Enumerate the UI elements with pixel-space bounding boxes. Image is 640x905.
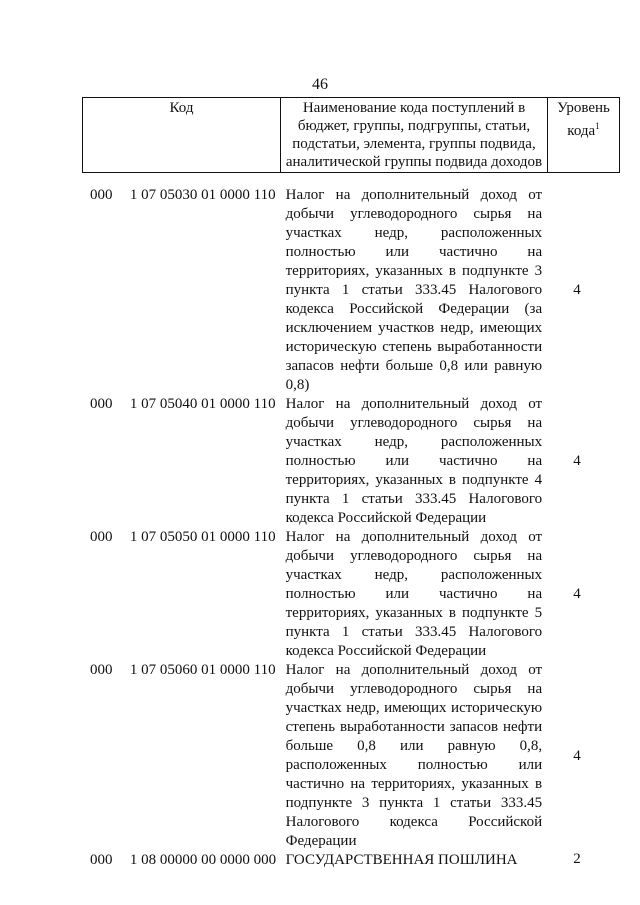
- page-number: 46: [312, 76, 328, 93]
- code-level-value: 2: [573, 851, 581, 867]
- code-level-value: 4: [573, 586, 581, 602]
- header-code: Код: [83, 98, 281, 173]
- income-code: 1 08 00000 00 0000 000: [129, 852, 277, 868]
- income-code: 1 07 05060 01 0000 110: [129, 662, 276, 678]
- table-body: [82, 186, 612, 870]
- table-row: [82, 851, 612, 870]
- income-name: Налог на дополнительный доход от добычи углеводородного сырья на участках недр, расположенных полностью или частично на территориях, указанных в подпункте 3 пункта 1 статьи 333.45 Налогового кодекса Российской Федерации (за исключением участков недр, имеющих историческую степень выработанности запасов нефти больше 0,8 или равную 0,8): [285, 187, 543, 393]
- admin-code: 000: [90, 187, 113, 203]
- code-level: [542, 528, 612, 661]
- income-code: 1 07 05050 01 0000 110: [129, 529, 276, 545]
- header-level-label: Уровень кода: [557, 100, 610, 139]
- admin-code: 000: [90, 396, 113, 412]
- code-level: [542, 661, 612, 851]
- code-level: [542, 186, 612, 395]
- code-level-value: 4: [573, 282, 581, 298]
- table-row: [82, 395, 612, 528]
- header-level-footnote: 1: [595, 121, 600, 131]
- header-level: [548, 98, 620, 173]
- income-code: 1 07 05030 01 0000 110: [129, 187, 276, 203]
- admin-code: 000: [90, 662, 113, 678]
- header-name: Наименование кода поступлений в бюджет, группы, подгруппы, статьи, подстатьи, элемента, группы подвида, аналитической группы подвида доходов: [281, 98, 548, 173]
- code-level-value: 4: [573, 453, 581, 469]
- admin-code: 000: [90, 852, 113, 868]
- income-name: Налог на дополнительный доход от добычи углеводородного сырья на участках недр, расположенных полностью или частично на территориях, указанных в подпункте 4 пункта 1 статьи 333.45 Налогового кодекса Российской Федерации: [285, 396, 543, 526]
- code-level: [542, 851, 612, 870]
- income-name: Налог на дополнительный доход от добычи углеводородного сырья на участках недр, расположенных полностью или частично на территориях, указанных в подпункте 5 пункта 1 статьи 333.45 Налогового кодекса Российской Федерации: [285, 529, 543, 659]
- code-level: [542, 395, 612, 528]
- table-header: [82, 97, 620, 173]
- income-code: 1 07 05040 01 0000 110: [129, 396, 276, 412]
- income-name: Налог на дополнительный доход от добычи углеводородного сырья на участках недр, имеющих историческую степень выработанности запасов нефти больше 0,8 или равную 0,8, расположенных полностью или частично на территориях, указанных в подпункте 3 пункта 1 статьи 333.45 Налогового кодекса Российской Федерации: [285, 662, 543, 849]
- income-name: ГОСУДАРСТВЕННАЯ ПОШЛИНА: [285, 852, 518, 868]
- code-level-value: 4: [573, 747, 581, 764]
- table-row: [82, 186, 612, 395]
- table-row: [82, 528, 612, 661]
- admin-code: 000: [90, 529, 113, 545]
- table-row: [82, 661, 612, 851]
